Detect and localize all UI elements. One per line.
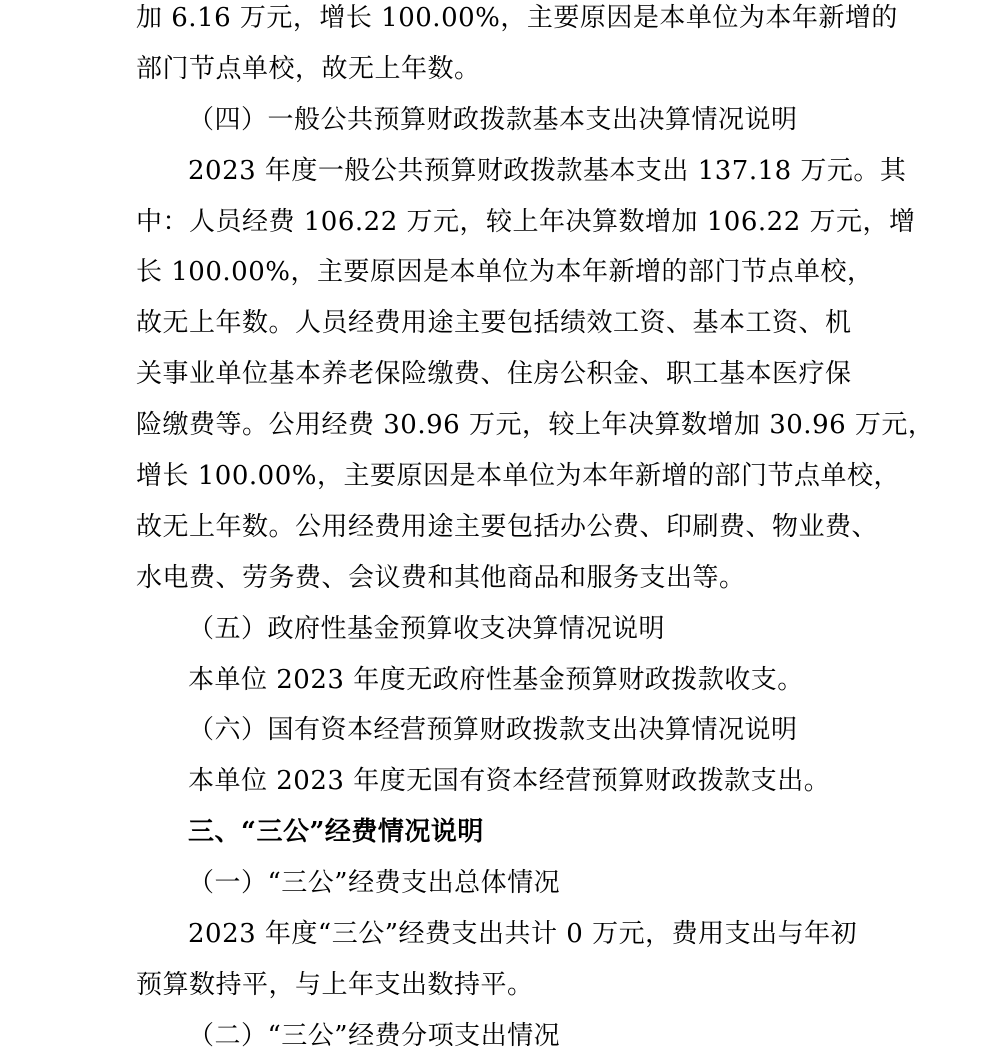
text-line-20: 预算数持平，与上年支出数持平。 — [136, 969, 534, 1000]
text-line-7: 故无上年数。人员经费用途主要包括绩效工资、基本工资、机 — [136, 308, 852, 339]
text-line-5: 中：人员经费 106.22 万元，较上年决算数增加 106.22 万元，增 — [136, 206, 916, 237]
document-page — [136, 0, 935, 1062]
text-line-19: 2023 年度“三公”经费支出共计 0 万元，费用支出与年初 — [188, 919, 858, 950]
text-line-11: 故无上年数。公用经费用途主要包括办公费、印刷费、物业费、 — [136, 511, 879, 542]
subsection-heading-1: （一）“三公”经费支出总体情况 — [188, 868, 561, 899]
section-heading-6: （六）国有资本经营预算财政拨款支出决算情况说明 — [188, 715, 798, 746]
text-line-6: 长 100.00%，主要原因是本单位为本年新增的部门节点单校， — [136, 257, 874, 288]
text-line-16: 本单位 2023 年度无国有资本经营预算财政拨款支出。 — [188, 766, 831, 797]
text-line-9: 险缴费等。公用经费 30.96 万元，较上年决算数增加 30.96 万元， — [136, 410, 935, 441]
text-line-2: 部门节点单校，故无上年数。 — [136, 53, 481, 84]
text-line-10: 增长 100.00%，主要原因是本单位为本年新增的部门节点单校， — [136, 461, 900, 492]
text-line-4: 2023 年度一般公共预算财政拨款基本支出 137.18 万元。其 — [188, 155, 907, 186]
text-line-8: 关事业单位基本养老保险缴费、住房公积金、职工基本医疗保 — [136, 359, 852, 390]
section-heading-4: （四）一般公共预算财政拨款基本支出决算情况说明 — [188, 104, 798, 135]
subsection-heading-2: （二）“三公”经费分项支出情况 — [188, 1020, 561, 1051]
text-line-12: 水电费、劳务费、会议费和其他商品和服务支出等。 — [136, 562, 746, 593]
section-heading-5: （五）政府性基金预算收支决算情况说明 — [188, 613, 666, 644]
text-line-1: 加 6.16 万元，增长 100.00%，主要原因是本单位为本年新增的 — [136, 3, 898, 33]
text-line-14: 本单位 2023 年度无政府性基金预算财政拨款收支。 — [188, 664, 804, 695]
chapter-heading-3: 三、“三公”经费情况说明 — [188, 817, 484, 848]
